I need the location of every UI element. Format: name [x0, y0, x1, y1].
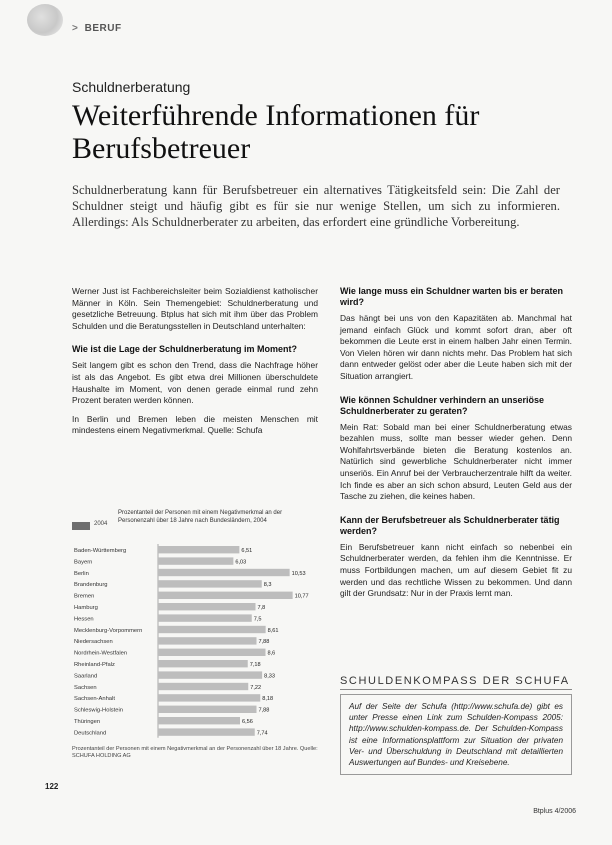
value-label: 8,61 [267, 627, 279, 634]
section-tag [72, 23, 122, 34]
answer-paragraph: In Berlin und Bremen leben die meisten Menschen mit mindestens einem Negativmerkmal. Quelle: Schufa [72, 413, 318, 436]
legend-label: 2004 [94, 521, 108, 527]
value-label: 6,51 [241, 548, 253, 554]
category-label: Saarland [74, 673, 98, 680]
value-label: 8,3 [263, 582, 272, 589]
question-heading: Kann der Berufsbetreuer als Schuldnerberater tätig werden? [340, 514, 560, 536]
chart-bar [158, 660, 248, 667]
value-label: 7,88 [258, 707, 270, 714]
category-label: Thüringen [74, 719, 101, 725]
category-label: Rheinland-Pfalz [74, 662, 115, 668]
info-box-body: Auf der Seite der Schufa (http://www.schufa.de) gibt es unter Presse einen Link zum Schulden-Kompass 2005: http://www.schulden-kompass.de. Der Schulden-Kompass ist eine Informationsplattform zur Situation der privaten Ver- und Überschuldung in Deutschland mit detaillierten Auswertungen auf Bundes- und Kreisebene. [340, 694, 572, 775]
value-label: 6,56 [242, 719, 253, 725]
kicker: Schuldnerberatung [72, 79, 191, 95]
category-label: Nordrhein-Westfalen [74, 650, 128, 657]
chart-footnote: Prozentanteil der Personen mit einem Negativmerkmal an der Personenzahl über 18 Jahre. Quelle: SCHUFA HOLDING AG [72, 746, 318, 759]
value-label: 6,03 [235, 559, 247, 566]
bar-chart [72, 508, 318, 776]
chart-title: Prozentanteil der Personen mit einem Negativmerkmal an der Personenzahl über 18 Jahre nach Bundesländern, 2004 [118, 510, 283, 524]
chart-bar [158, 557, 233, 564]
value-label: 7,8 [257, 605, 266, 611]
chart-bar [158, 626, 266, 633]
corner-logo [27, 4, 63, 36]
value-label: 10,77 [294, 593, 309, 600]
chevron-right-icon: > [72, 23, 79, 34]
category-label: Berlin [74, 570, 89, 577]
value-label: 8,33 [264, 673, 276, 680]
chart-bar [158, 569, 290, 576]
value-label: 7,18 [249, 662, 261, 668]
category-label: Mecklenburg-Vorpommern [74, 627, 143, 634]
lead-paragraph: Schuldnerberatung kann für Berufsbetreuer ein alternatives Tätigkeitsfeld sein: Die Zahl der Schuldner steigt und häufig gibt es für sie nur wenige Stellen, um sich zu informieren. Allerdings: Als Schuldnerberater zu arbeiten, das erfordert eine gründliche Vorbereitung. [72, 183, 560, 229]
page-number: 122 [45, 782, 59, 791]
category-label: Hamburg [74, 605, 98, 611]
magazine-footer: Btplus 4/2006 [533, 808, 576, 815]
left-column [72, 286, 318, 444]
answer-paragraph: Das hängt bei uns von den Kapazitäten ab. Manchmal hat jemand einfach Glück und kommt sofort dran, aber oft bekommen die Leute erst in einem halben Jahr einen Termin. Von Vielen hören wir dann nichts mehr. Das Problem hat sich dann entweder gelöst oder aber die Leute haben sich mit der Situation arrangiert. [340, 313, 572, 381]
category-label: Brandenburg [74, 582, 108, 589]
category-label: Bremen [74, 593, 95, 600]
right-column [340, 286, 572, 607]
chart-bar [158, 580, 262, 587]
chart-bar [158, 603, 256, 610]
chart-bar [158, 649, 266, 656]
category-label: Sachsen [74, 684, 97, 691]
chart-bar [158, 717, 240, 724]
category-label: Hessen [74, 616, 94, 623]
chart-bar [158, 683, 248, 690]
answer-paragraph: Seit langem gibt es schon den Trend, dass die Nachfrage höher ist als das Angebot. Es gibt etwa drei Millionen überschuldete Haushalte im Moment, von denen gerade einmal rund zehn Prozent beraten werden können. [72, 360, 318, 406]
chart-bar [158, 728, 255, 735]
chart-bar [158, 637, 257, 644]
category-label: Baden-Württemberg [74, 548, 127, 554]
intro-paragraph: Werner Just ist Fachbereichsleiter beim Sozialdienst katholischer Männer in Köln. Sein Themengebiet: Schuldnerberatung und gesetzliche Betreuung. Btplus hat sich mit ihm über das Problem Schulden und die Beratungsstellen in Deutschland unterhalten: [72, 286, 318, 331]
page-title: Weiterführende Informationen für Berufsbetreuer [72, 99, 480, 165]
chart-bar [158, 706, 257, 713]
value-label: 7,74 [256, 730, 268, 737]
value-label: 10,53 [291, 570, 306, 577]
chart-bar [158, 592, 293, 599]
chart-bar [158, 614, 252, 621]
category-label: Sachsen-Anhalt [74, 696, 115, 703]
category-label: Niedersachsen [74, 639, 113, 646]
info-box [340, 675, 572, 775]
category-label: Deutschland [74, 730, 107, 737]
value-label: 8,6 [267, 650, 276, 657]
chart-plot [72, 542, 318, 742]
chart-bar [158, 694, 260, 701]
section-label: BERUF [84, 23, 122, 34]
value-label: 7,5 [253, 616, 262, 623]
answer-paragraph: Mein Rat: Sobald man bei einer Schuldnerberatung etwas bezahlen muss, sollte man besser wieder gehen. Denn Wohlfahrtsverbände bieten die Beratung kostenlos an. Natürlich sind gewerbliche Schuldnerberater nicht immer unseriös. Ein Anruf bei der Verbraucherzentrale hilft da weiter. Ich finde es aber an sich schon absurd, Leuten Geld aus der Tasche zu ziehen, die keines haben. [340, 421, 572, 502]
category-label: Schleswig-Holstein [74, 707, 123, 714]
category-label: Bayern [74, 559, 93, 566]
chart-bar [158, 546, 239, 553]
chart-header [72, 508, 318, 538]
value-label: 8,18 [262, 696, 274, 703]
answer-paragraph: Ein Berufsbetreuer kann nicht einfach so nebenbei ein Schuldnerberater werden, da fehlen ihm die Kenntnisse. Er muss Fortbildungen machen, um auf diesem Gebiet fit zu werden und das rechtliche Wissen zu bekommen. Und dann gilt der Grundsatz: Nur in der Praxis lernt man. [340, 541, 572, 599]
question-heading: Wie können Schuldner verhindern an unseriöse Schuldnerberater zu geraten? [340, 394, 544, 416]
question-heading: Wie lange muss ein Schuldner warten bis er beraten wird? [340, 286, 563, 307]
legend-swatch [72, 522, 90, 530]
value-label: 7,88 [258, 639, 270, 646]
info-box-title: SCHULDENKOMPASS DER SCHUFA [340, 675, 572, 690]
value-label: 7,22 [250, 684, 262, 691]
question-heading: Wie ist die Lage der Schuldnerberatung im Moment? [72, 344, 297, 355]
chart-bar [158, 671, 262, 678]
